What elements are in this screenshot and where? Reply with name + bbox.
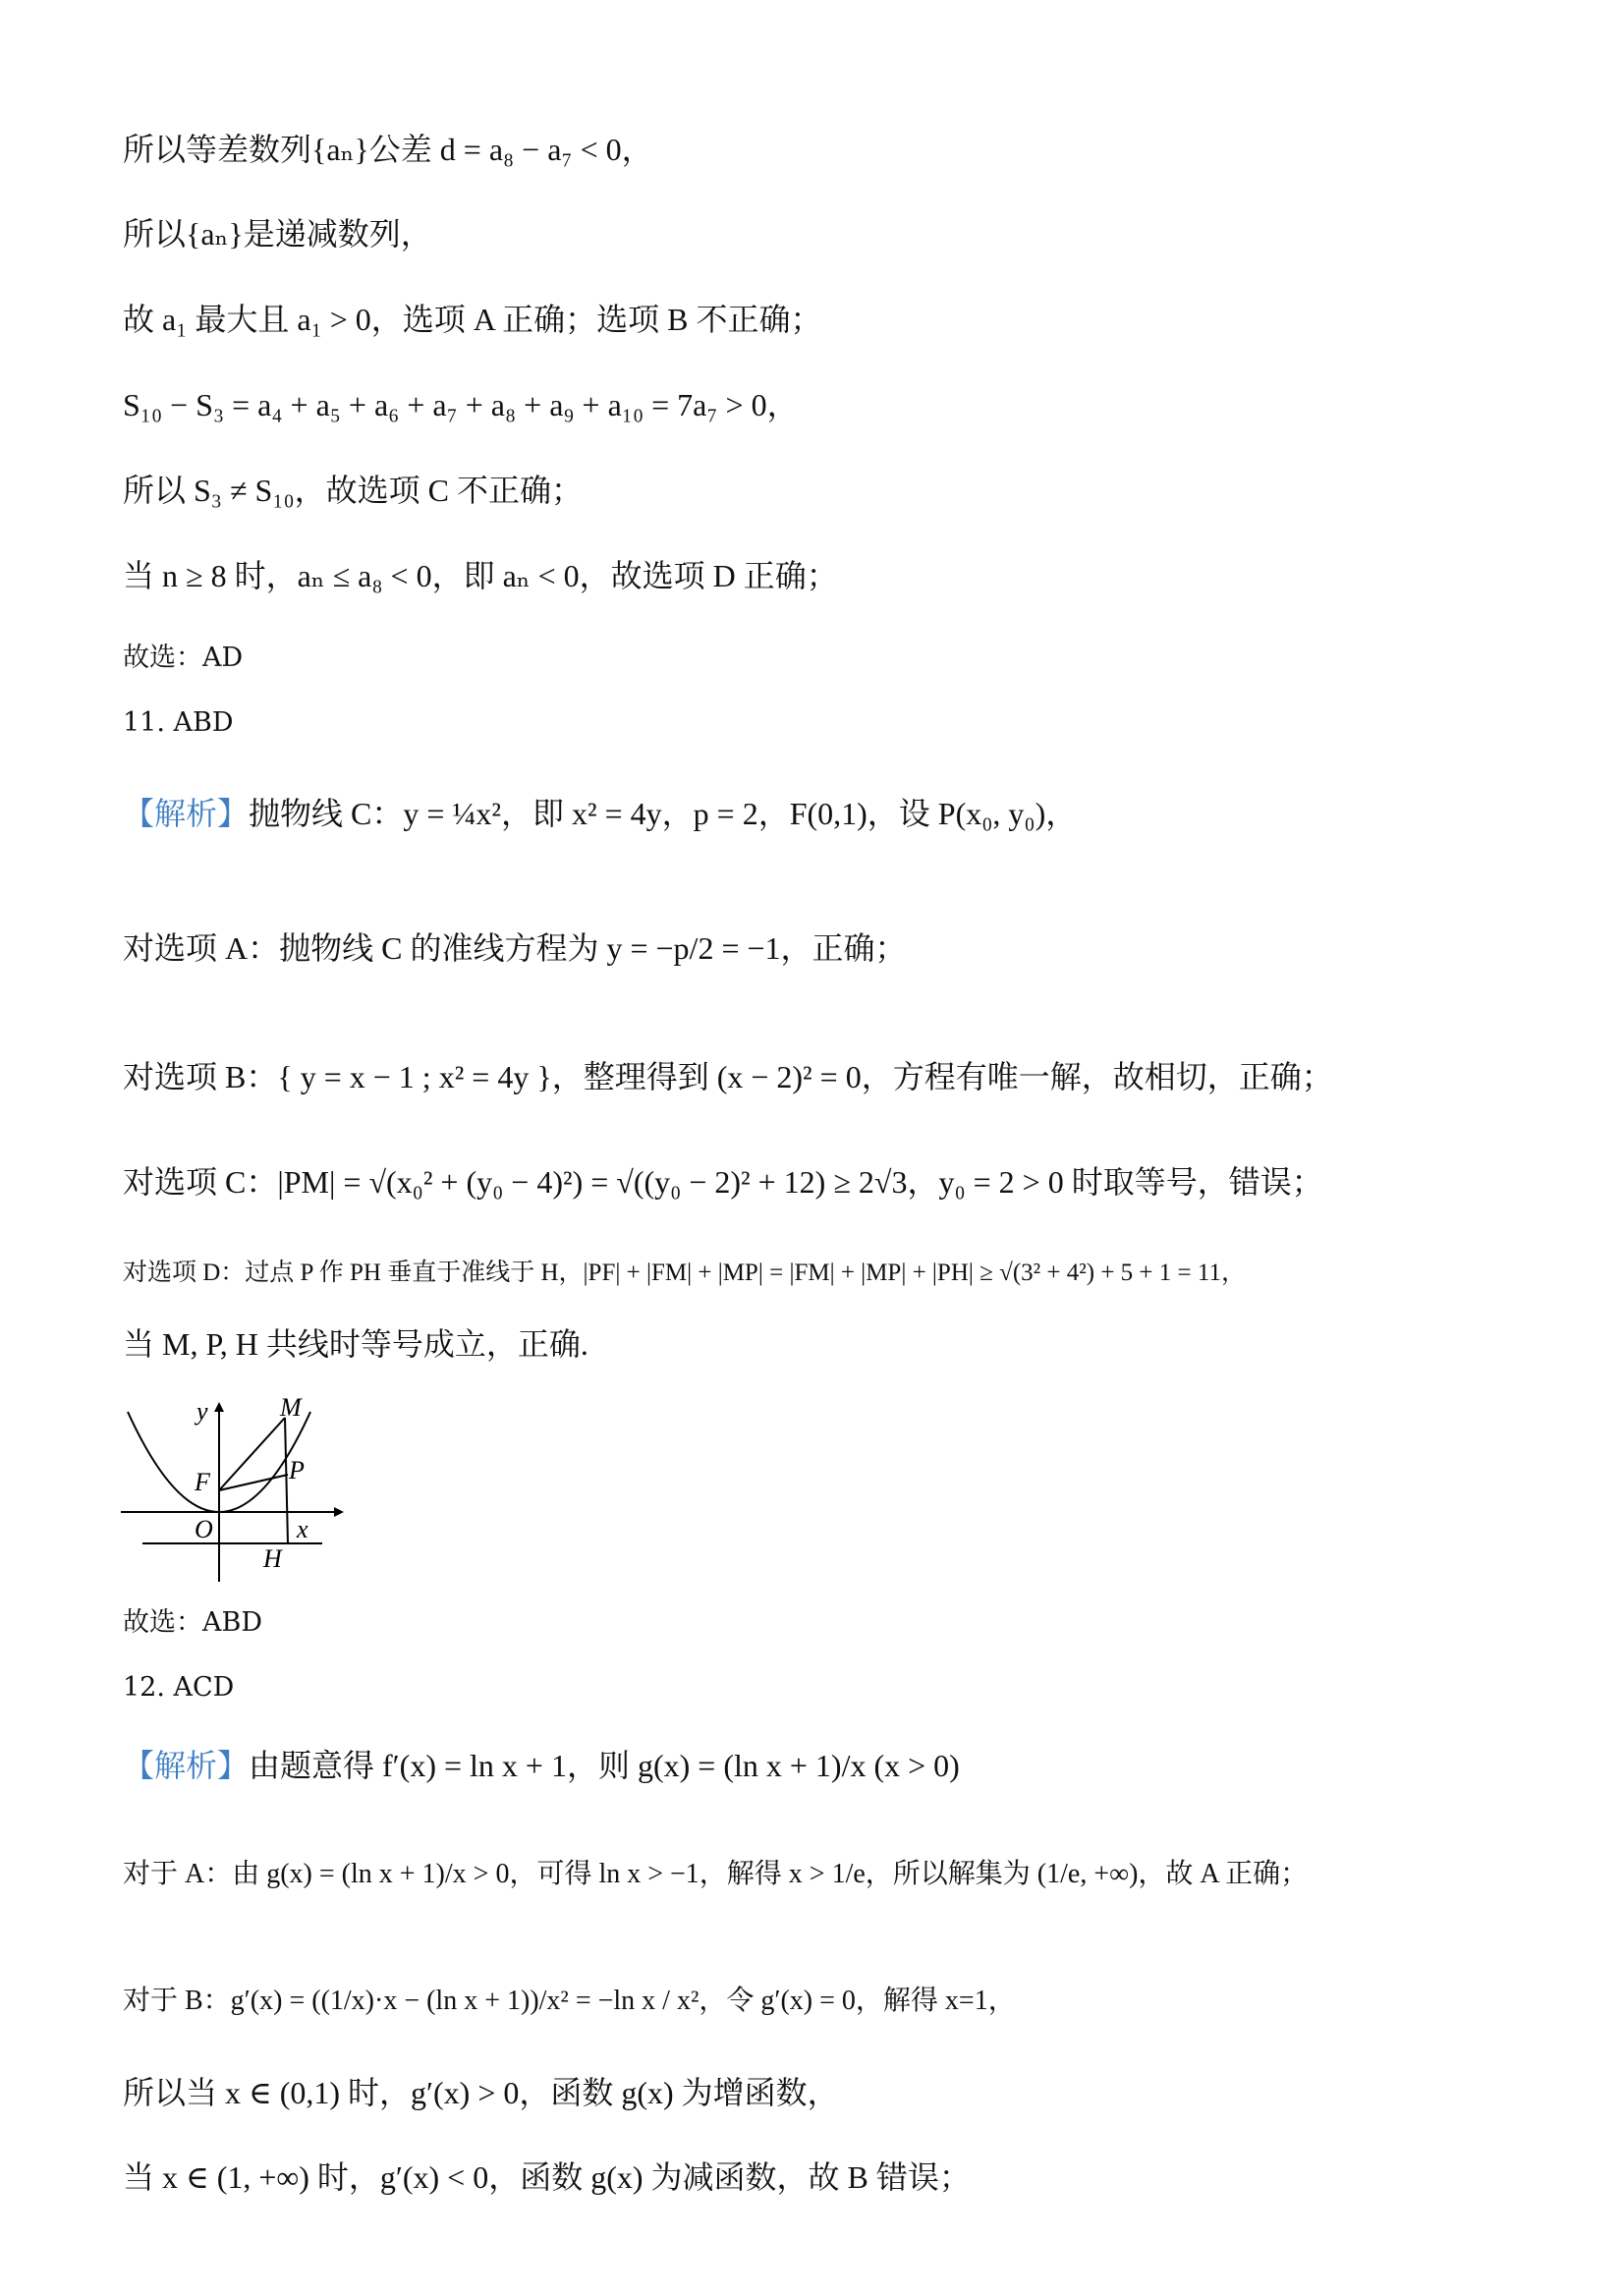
label-o: O [195, 1515, 213, 1543]
text-line-2: 所以{aₙ}是递减数列， [123, 216, 432, 252]
text-line-6: 当 n ≥ 8 时，aₙ ≤ a₈ < 0，即 aₙ < 0，故选项 D 正确； [123, 558, 838, 593]
analysis-text-2: 由题意得 f′(x) = ln x + 1，则 g(x) = (ln x + 1)/x (x > 0) [249, 1748, 960, 1783]
label-x: x [297, 1515, 308, 1543]
text-line-for-a: 对于 A：由 g(x) = (ln x + 1)/x > 0，可得 ln x > −1，解得 x > 1/e，所以解集为 (1/e, +∞)，故 A 正确； [123, 1859, 1309, 1889]
x-axis-arrow [334, 1507, 344, 1517]
label-m: M [280, 1393, 302, 1422]
question-number-12: 12. ACD [123, 1672, 235, 1703]
text-line-option-b: 对选项 B：{ y = x − 1 ; x² = 4y }，整理得到 (x − 2)² = 0，方程有唯一解，故相切，正确； [123, 1059, 1333, 1094]
text-line-20: 所以当 x ∈ (0,1) 时，g′(x) > 0，函数 g(x) 为增函数， [123, 2075, 839, 2110]
segment-fm [219, 1418, 285, 1490]
label-f: F [195, 1468, 210, 1496]
analysis-tag-2: 【解析】 [123, 1748, 250, 1783]
question-number-11: 11. ABD [123, 707, 234, 738]
text-line-5: 所以 S₃ ≠ S₁₀，故选项 C 不正确； [123, 473, 583, 508]
text-line-analysis-12 [123, 1746, 960, 1785]
analysis-text: 抛物线 C：y = ¼x²，即 x² = 4y，p = 2，F(0,1)，设 P(x₀, y₀)， [249, 796, 1078, 831]
text-line-analysis-11 [123, 794, 1077, 833]
label-h: H [263, 1544, 282, 1573]
segment-mph [285, 1418, 288, 1543]
text-line-3: 故 a₁ 最大且 a₁ > 0，选项 A 正确；选项 B 不正确； [123, 302, 822, 337]
text-line-21: 当 x ∈ (1, +∞) 时，g′(x) < 0，函数 g(x) 为减函数，故 B 错误； [123, 2159, 971, 2195]
text-line-option-a: 对选项 A：抛物线 C 的准线方程为 y = −p/2 = −1，正确； [123, 930, 907, 966]
y-axis-arrow [214, 1402, 224, 1412]
text-line-15: 故选：ABD [123, 1607, 262, 1638]
text-line-7: 故选：AD [123, 643, 244, 673]
text-line-14: 当 M, P, H 共线时等号成立，正确. [123, 1326, 588, 1362]
parabola-figure [116, 1380, 371, 1596]
analysis-tag: 【解析】 [123, 796, 250, 831]
label-p: P [289, 1456, 305, 1484]
text-line-option-d: 对选项 D：过点 P 作 PH 垂直于准线于 H，|PF| + |FM| + |MP| = |FM| + |MP| + |PH| ≥ √(3² + 4²) + 5 + 1 = 11， [123, 1260, 1246, 1286]
text-line-4: S₁₀ − S₃ = a₄ + a₅ + a₆ + a₇ + a₈ + a₉ + a₁₀ = 7a₇ > 0， [123, 387, 799, 422]
label-y: y [196, 1397, 208, 1426]
text-line-for-b: 对于 B：g′(x) = ((1/x)·x − (ln x + 1))/x² = −ln x / x²，令 g′(x) = 0，解得 x=1， [123, 1986, 1016, 2016]
text-line-1: 所以等差数列{aₙ}公差 d = a₈ − a₇ < 0， [123, 132, 653, 167]
segment-fp [219, 1475, 288, 1490]
text-line-option-c: 对选项 C：|PM| = √(x₀² + (y₀ − 4)²) = √((y₀ − 2)² + 12) ≥ 2√3，y₀ = 2 > 0 时取等号，错误； [123, 1164, 1323, 1200]
